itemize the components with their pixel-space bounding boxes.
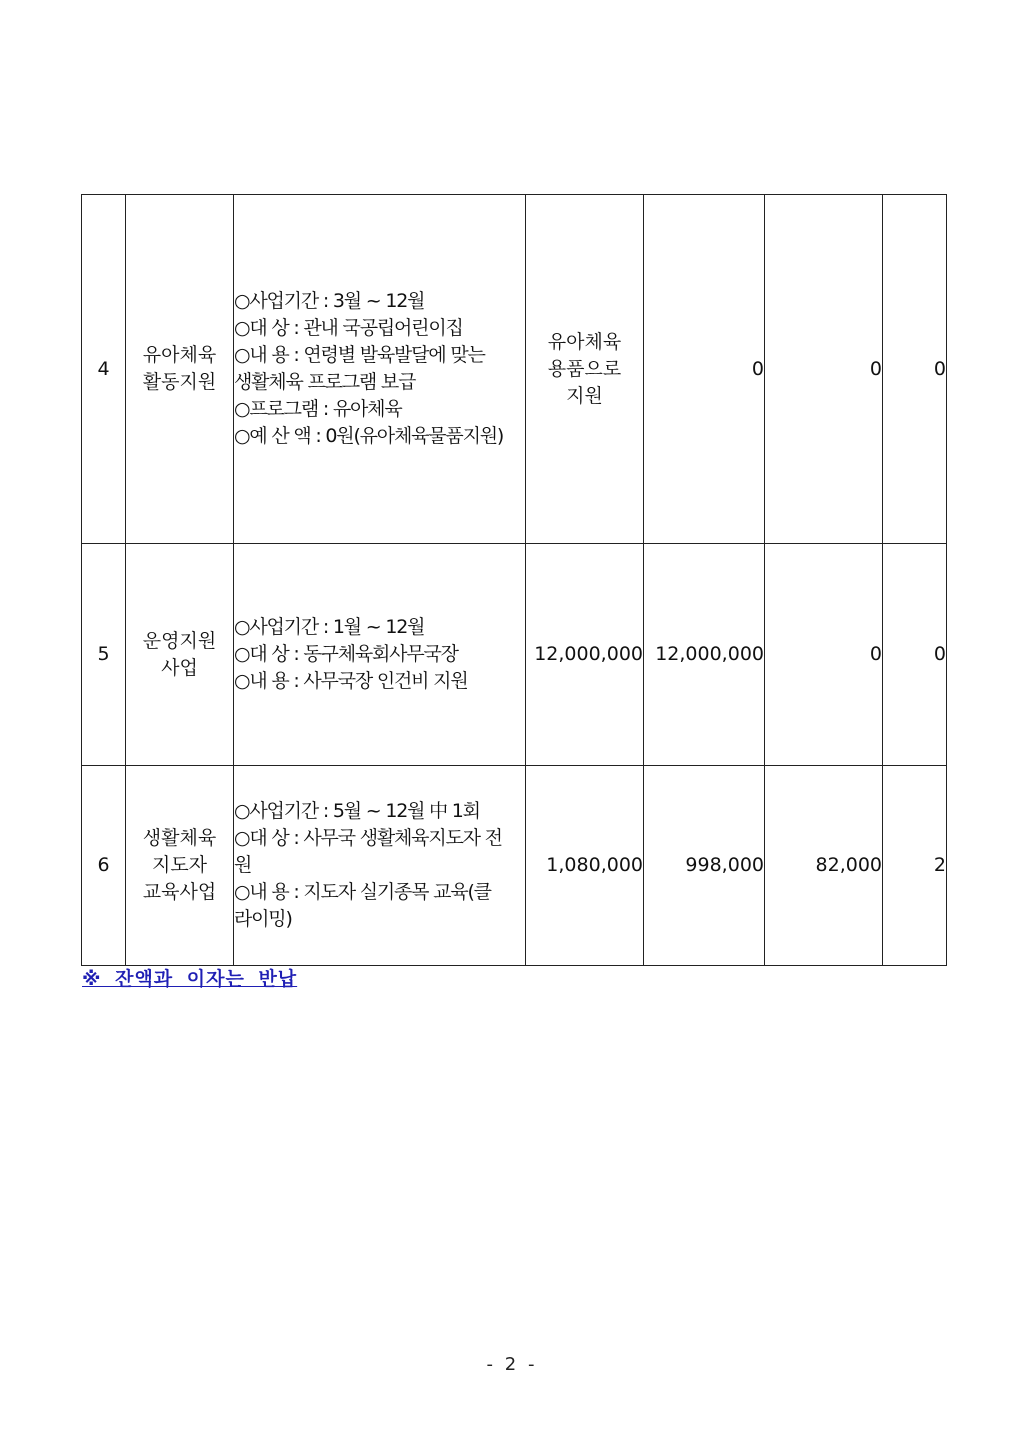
budget-amount: 12,000,000 — [644, 544, 765, 766]
row-number: 6 — [82, 766, 126, 966]
table-row — [82, 195, 947, 544]
budget-amount: 998,000 — [644, 766, 765, 966]
executed-amount: 0 — [765, 195, 883, 544]
page-number: - 2 - — [486, 1354, 538, 1375]
program-description: ○사업기간 : 5월 ~ 12월 中 1회 ○대 상 : 사무국 생활체육지도자 전 원 ○내 용 : 지도자 실기종목 교육(클 라이밍) — [234, 766, 526, 966]
row-number: 4 — [82, 195, 126, 544]
remaining-amount: 0 — [883, 544, 947, 766]
program-name: 유아체육 활동지원 — [126, 195, 234, 544]
table-row — [82, 544, 947, 766]
executed-amount: 82,000 — [765, 766, 883, 966]
remaining-amount: 0 — [883, 195, 947, 544]
program-note: 유아체육 용품으로 지원 — [526, 195, 644, 544]
table-row — [82, 766, 947, 966]
budget-amount: 0 — [644, 195, 765, 544]
program-description: ○사업기간 : 1월 ~ 12월 ○대 상 : 동구체육회사무국장 ○내 용 : 사무국장 인건비 지원 — [234, 544, 526, 766]
program-note: 12,000,000 — [526, 544, 644, 766]
program-note: 1,080,000 — [526, 766, 644, 966]
executed-amount: 0 — [765, 544, 883, 766]
remaining-amount: 2 — [883, 766, 947, 966]
program-description: ○사업기간 : 3월 ~ 12월 ○대 상 : 관내 국공립어린이집 ○내 용 : 연령별 발육발달에 맞는 생활체육 프로그램 보급 ○프로그램 : 유아체육 ○예 산 액 : 0원(유아체육물품지원) — [234, 195, 526, 544]
footnote: ※ 잔액과 이자는 반납 — [82, 968, 298, 990]
program-name: 운영지원 사업 — [126, 544, 234, 766]
row-number: 5 — [82, 544, 126, 766]
program-name: 생활체육 지도자 교육사업 — [126, 766, 234, 966]
budget-table — [81, 194, 947, 966]
